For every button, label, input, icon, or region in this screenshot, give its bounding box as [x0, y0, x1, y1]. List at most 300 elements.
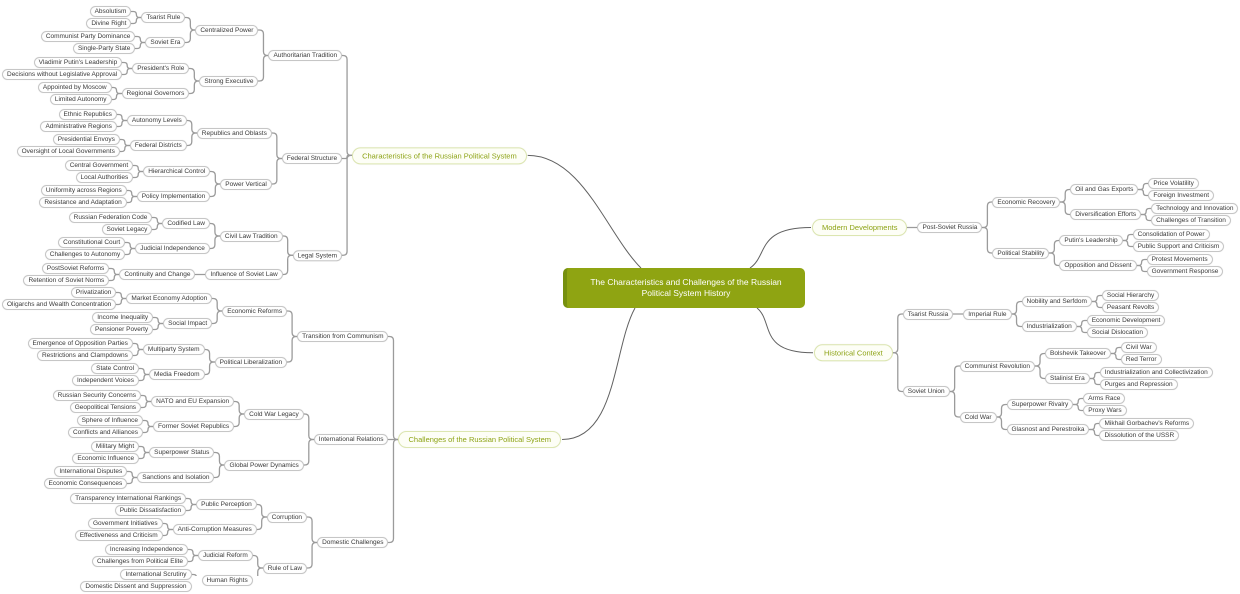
node-multiparty-system[interactable]: Multiparty System — [143, 344, 205, 355]
subtree-uniformity-across-regions — [41, 185, 127, 196]
subtree-economic-reforms — [2, 286, 287, 336]
node-public-dissatisfaction[interactable]: Public Dissatisfaction — [115, 505, 186, 516]
node-industrialization-and-collectivization[interactable]: Industrialization and Collectivization — [1100, 367, 1213, 378]
subtree-communist-party-dominance — [41, 31, 136, 42]
node-former-soviet-republics[interactable]: Former Soviet Republics — [153, 421, 234, 432]
subtree-political-stability — [992, 228, 1224, 278]
subtree-social-hierarchy — [1102, 290, 1159, 301]
node-red-terror[interactable]: Red Terror — [1121, 354, 1162, 365]
children-of-republics-and-oblasts — [17, 108, 187, 158]
branch-tree-challenges — [2, 285, 561, 594]
subtree-social-impact — [90, 312, 212, 336]
node-political-stability[interactable]: Political Stability — [992, 248, 1049, 259]
children-of-international-relations — [44, 389, 304, 491]
children-of-sanctions-and-isolation — [44, 466, 128, 490]
children-of-superpower-rivalry — [1083, 393, 1126, 417]
node-president-s-role[interactable]: President's Role — [132, 63, 189, 74]
node-anti-corruption-measures[interactable]: Anti-Corruption Measures — [173, 524, 257, 535]
node-protest-movements[interactable]: Protest Movements — [1147, 254, 1213, 265]
branch-node-characteristics-of-the-russian-political-system[interactable]: Characteristics of the Russian Political System — [352, 147, 527, 164]
node-arms-race[interactable]: Arms Race — [1083, 393, 1125, 404]
subtree-transition-from-communism — [2, 286, 388, 388]
subtree-diversification-efforts — [1070, 203, 1238, 227]
children-of-oil-and-gas-exports — [1148, 178, 1214, 202]
node-oligarchs-and-wealth-concentration[interactable]: Oligarchs and Wealth Concentration — [2, 299, 116, 310]
subtree-modern-developments — [812, 176, 1238, 279]
node-post-soviet-russia[interactable]: Post-Soviet Russia — [917, 222, 982, 233]
children-of-communist-revolution — [1045, 341, 1213, 391]
subtree-corruption — [70, 492, 307, 542]
subtree-human-rights — [80, 569, 252, 593]
children-of-authoritarian-tradition — [2, 5, 258, 107]
subtree-challenges-from-political-elite — [92, 556, 188, 567]
subtree-single-party-state — [73, 43, 135, 54]
children-of-anti-corruption-measures — [75, 518, 163, 542]
subtree-industrialization-and-collectivization — [1100, 367, 1213, 378]
node-conflicts-and-alliances[interactable]: Conflicts and Alliances — [68, 427, 143, 438]
children-of-president-s-role — [2, 57, 122, 81]
node-appointed-by-moscow[interactable]: Appointed by Moscow — [38, 82, 112, 93]
subtree-cold-war-legacy — [53, 389, 304, 439]
node-international-disputes[interactable]: International Disputes — [54, 466, 127, 477]
node-mikhail-gorbachev-s-reforms[interactable]: Mikhail Gorbachev's Reforms — [1099, 418, 1194, 429]
node-communist-revolution[interactable]: Communist Revolution — [960, 361, 1035, 372]
children-of-political-liberalization — [28, 337, 205, 387]
subtree-economic-consequences — [44, 478, 128, 489]
subtree-social-dislocation — [1087, 327, 1148, 338]
subtree-effectiveness-and-criticism — [75, 530, 163, 541]
subtree-independent-voices — [72, 375, 139, 386]
node-divine-right[interactable]: Divine Right — [86, 18, 131, 29]
subtree-decisions-without-legislative-approval — [2, 69, 122, 80]
subtree-public-dissatisfaction — [115, 505, 186, 516]
node-oil-and-gas-exports[interactable]: Oil and Gas Exports — [1070, 184, 1138, 195]
node-social-dislocation[interactable]: Social Dislocation — [1087, 327, 1148, 338]
node-civil-war[interactable]: Civil War — [1121, 342, 1157, 353]
node-international-scrutiny[interactable]: International Scrutiny — [120, 569, 191, 580]
subtree-international-disputes — [54, 466, 127, 477]
node-economic-development[interactable]: Economic Development — [1087, 315, 1166, 326]
node-absolutism[interactable]: Absolutism — [90, 6, 132, 17]
subtree-regional-governors — [38, 82, 189, 106]
node-glasnost-and-perestroika[interactable]: Glasnost and Perestroika — [1007, 424, 1090, 435]
subtree-policy-implementation — [39, 185, 210, 209]
children-of-human-rights — [80, 569, 191, 593]
subtree-presidential-envoys — [53, 134, 120, 145]
children-of-glasnost-and-perestroika — [1099, 418, 1194, 442]
children-of-codified-law — [69, 212, 153, 236]
children-of-cold-war — [1007, 392, 1195, 442]
node-opposition-and-dissent[interactable]: Opposition and Dissent — [1059, 260, 1136, 271]
children-of-global-power-dynamics — [44, 440, 215, 490]
node-russian-security-concerns[interactable]: Russian Security Concerns — [53, 390, 141, 401]
subtree-administrative-regions — [40, 121, 116, 132]
node-social-hierarchy[interactable]: Social Hierarchy — [1102, 290, 1159, 301]
node-foreign-investment[interactable]: Foreign Investment — [1148, 190, 1214, 201]
node-republics-and-oblasts[interactable]: Republics and Oblasts — [197, 128, 272, 139]
node-international-relations[interactable]: International Relations — [314, 434, 389, 445]
subtree-domestic-dissent-and-suppression — [80, 581, 191, 592]
subtree-glasnost-and-perestroika — [1007, 418, 1195, 442]
subtree-privatization — [71, 287, 116, 298]
node-nato-and-eu-expansion[interactable]: NATO and EU Expansion — [151, 396, 234, 407]
node-state-control[interactable]: State Control — [91, 363, 139, 374]
subtree-hierarchical-control — [65, 160, 211, 184]
node-domestic-dissent-and-suppression[interactable]: Domestic Dissent and Suppression — [80, 581, 191, 592]
children-of-modern-developments — [917, 176, 1238, 279]
children-of-autonomy-levels — [40, 109, 116, 133]
subtree-authoritarian-tradition — [2, 5, 342, 107]
node-oversight-of-local-governments[interactable]: Oversight of Local Governments — [17, 146, 120, 157]
subtree-soviet-legacy — [102, 224, 153, 235]
children-of-judicial-independence — [45, 237, 125, 261]
node-public-perception[interactable]: Public Perception — [196, 499, 257, 510]
node-resistance-and-adaptation[interactable]: Resistance and Adaptation — [39, 197, 126, 208]
subtree-government-initiatives — [88, 518, 163, 529]
node-economic-consequences[interactable]: Economic Consequences — [44, 478, 128, 489]
node-federal-structure[interactable]: Federal Structure — [282, 153, 342, 164]
node-proxy-wars[interactable]: Proxy Wars — [1083, 405, 1126, 416]
central-connector — [757, 308, 813, 353]
node-presidential-envoys[interactable]: Presidential Envoys — [53, 134, 120, 145]
subtree-federal-structure — [17, 108, 342, 210]
node-corruption[interactable]: Corruption — [267, 512, 307, 523]
node-challenges-from-political-elite[interactable]: Challenges from Political Elite — [92, 556, 188, 567]
subtree-civil-law-tradition — [45, 211, 283, 261]
node-autonomy-levels[interactable]: Autonomy Levels — [127, 115, 187, 126]
subtree-judicial-reform — [92, 544, 253, 568]
node-technology-and-innovation[interactable]: Technology and Innovation — [1151, 203, 1238, 214]
subtree-influence-of-soviet-law — [23, 262, 282, 287]
subtree-global-power-dynamics — [44, 440, 304, 490]
node-pensioner-poverty[interactable]: Pensioner Poverty — [90, 324, 153, 335]
subtree-industrialization — [1022, 315, 1166, 339]
subtree-stalinist-era — [1045, 367, 1213, 391]
subtree-conflicts-and-alliances — [68, 427, 143, 438]
node-strong-executive[interactable]: Strong Executive — [199, 76, 258, 87]
node-influence-of-soviet-law[interactable]: Influence of Soviet Law — [205, 269, 282, 280]
children-of-civil-law-tradition — [45, 211, 210, 261]
subtree-market-economy-adoption — [2, 287, 212, 311]
node-geopolitical-tensions[interactable]: Geopolitical Tensions — [70, 402, 141, 413]
node-uniformity-across-regions[interactable]: Uniformity across Regions — [41, 185, 127, 196]
node-independent-voices[interactable]: Independent Voices — [72, 375, 139, 386]
node-policy-implementation[interactable]: Policy Implementation — [137, 191, 211, 202]
subtree-price-volatility — [1148, 178, 1198, 189]
children-of-tsarist-rule — [86, 6, 131, 30]
node-challenges-of-transition[interactable]: Challenges of Transition — [1151, 215, 1231, 226]
children-of-judicial-reform — [92, 544, 188, 568]
node-postsoviet-reforms[interactable]: PostSoviet Reforms — [42, 263, 109, 274]
node-dissolution-of-the-ussr[interactable]: Dissolution of the USSR — [1099, 430, 1179, 441]
children-of-power-vertical — [39, 159, 210, 209]
subtree-limited-autonomy — [50, 94, 112, 105]
central-connector — [562, 308, 635, 440]
subtree-russian-federation-code — [69, 212, 153, 223]
node-superpower-rivalry[interactable]: Superpower Rivalry — [1007, 399, 1074, 410]
central-connector — [528, 155, 641, 268]
node-economic-recovery[interactable]: Economic Recovery — [992, 197, 1060, 208]
children-of-influence-of-soviet-law — [23, 262, 195, 287]
node-global-power-dynamics[interactable]: Global Power Dynamics — [224, 460, 303, 471]
children-of-economic-reforms — [2, 286, 212, 336]
children-of-federal-districts — [17, 134, 120, 158]
subtree-soviet-union — [903, 341, 1213, 443]
subtree-superpower-rivalry — [1007, 393, 1127, 417]
subtree-russian-security-concerns — [53, 390, 141, 401]
node-constitutional-court[interactable]: Constitutional Court — [58, 237, 125, 248]
children-of-public-perception — [70, 493, 186, 517]
subtree-resistance-and-adaptation — [39, 197, 126, 208]
node-judicial-independence[interactable]: Judicial Independence — [135, 243, 210, 254]
central-connector — [750, 228, 811, 269]
node-economic-influence[interactable]: Economic Influence — [72, 453, 139, 464]
subtree-sphere-of-influence — [77, 415, 143, 426]
node-industrialization[interactable]: Industrialization — [1022, 321, 1077, 332]
subtree-vladimir-putin-s-leadership — [34, 57, 123, 68]
children-of-strong-executive — [2, 56, 189, 106]
node-local-authorities[interactable]: Local Authorities — [76, 172, 134, 183]
node-tsarist-rule[interactable]: Tsarist Rule — [141, 12, 185, 23]
node-privatization[interactable]: Privatization — [71, 287, 116, 298]
subtree-opposition-and-dissent — [1059, 254, 1223, 278]
node-political-liberalization[interactable]: Political Liberalization — [215, 357, 288, 368]
subtree-government-response — [1147, 266, 1224, 277]
node-imperial-rule[interactable]: Imperial Rule — [963, 309, 1011, 320]
node-domestic-challenges[interactable]: Domestic Challenges — [317, 537, 388, 548]
children-of-industrialization — [1087, 315, 1166, 339]
subtree-appointed-by-moscow — [38, 82, 112, 93]
node-retention-of-soviet-norms[interactable]: Retention of Soviet Norms — [23, 275, 109, 286]
central-topic-node[interactable]: The Characteristics and Challenges of the Russian Political System History — [563, 268, 805, 308]
node-stalinist-era[interactable]: Stalinist Era — [1045, 373, 1090, 384]
children-of-diversification-efforts — [1151, 203, 1238, 227]
subtree-domestic-challenges — [70, 492, 388, 594]
node-vladimir-putin-s-leadership[interactable]: Vladimir Putin's Leadership — [34, 57, 123, 68]
subtree-codified-law — [69, 212, 210, 236]
node-bolshevik-takeover[interactable]: Bolshevik Takeover — [1045, 348, 1111, 359]
node-centralized-power[interactable]: Centralized Power — [195, 25, 258, 36]
node-federal-districts[interactable]: Federal Districts — [130, 140, 187, 151]
children-of-multiparty-system — [28, 338, 133, 362]
node-government-initiatives[interactable]: Government Initiatives — [88, 518, 163, 529]
children-of-political-stability — [1059, 228, 1224, 278]
node-administrative-regions[interactable]: Administrative Regions — [40, 121, 116, 132]
node-hierarchical-control[interactable]: Hierarchical Control — [143, 166, 210, 177]
subtree-oligarchs-and-wealth-concentration — [2, 299, 116, 310]
node-sanctions-and-isolation[interactable]: Sanctions and Isolation — [137, 472, 214, 483]
node-income-inequality[interactable]: Income Inequality — [92, 312, 153, 323]
children-of-hierarchical-control — [65, 160, 134, 184]
node-ethnic-republics[interactable]: Ethnic Republics — [59, 109, 117, 120]
subtree-technology-and-innovation — [1151, 203, 1238, 214]
subtree-proxy-wars — [1083, 405, 1126, 416]
subtree-challenges-to-autonomy — [45, 249, 125, 260]
node-regional-governors[interactable]: Regional Governors — [122, 88, 190, 99]
children-of-imperial-rule — [1022, 289, 1166, 339]
children-of-centralized-power — [41, 5, 186, 55]
node-single-party-state[interactable]: Single-Party State — [73, 43, 135, 54]
node-restrictions-and-clampdowns[interactable]: Restrictions and Clampdowns — [37, 350, 133, 361]
node-government-response[interactable]: Government Response — [1147, 266, 1224, 277]
branch-node-challenges-of-the-russian-political-system[interactable]: Challenges of the Russian Political System — [398, 431, 561, 448]
subtree-communist-revolution — [960, 341, 1213, 391]
node-communist-party-dominance[interactable]: Communist Party Dominance — [41, 31, 136, 42]
node-sphere-of-influence[interactable]: Sphere of Influence — [77, 415, 143, 426]
subtree-post-soviet-russia — [917, 177, 1238, 279]
children-of-superpower-status — [72, 441, 139, 465]
subtree-consolidation-of-power — [1133, 229, 1210, 240]
node-purges-and-repression[interactable]: Purges and Repression — [1100, 379, 1178, 390]
subtree-autonomy-levels — [40, 109, 186, 133]
children-of-post-soviet-russia — [992, 177, 1238, 279]
node-soviet-era[interactable]: Soviet Era — [145, 37, 185, 48]
node-transparency-international-rankings[interactable]: Transparency International Rankings — [70, 493, 186, 504]
node-authoritarian-tradition[interactable]: Authoritarian Tradition — [268, 50, 342, 61]
node-public-support-and-criticism[interactable]: Public Support and Criticism — [1133, 241, 1225, 252]
children-of-putin-s-leadership — [1133, 229, 1225, 253]
subtree-rule-of-law — [80, 543, 307, 593]
children-of-historical-context — [903, 288, 1213, 443]
node-cold-war[interactable]: Cold War — [960, 412, 997, 423]
node-consolidation-of-power[interactable]: Consolidation of Power — [1133, 229, 1210, 240]
subtree-public-perception — [70, 493, 257, 517]
subtree-historical-context — [814, 288, 1213, 443]
children-of-economic-recovery — [1070, 177, 1238, 227]
subtree-economic-recovery — [992, 177, 1238, 227]
children-of-challenges-of-the-russian-political-system — [2, 285, 388, 594]
subtree-foreign-investment — [1148, 190, 1214, 201]
node-nobility-and-serfdom[interactable]: Nobility and Serfdom — [1022, 296, 1092, 307]
children-of-nato-and-eu-expansion — [53, 390, 141, 414]
subtree-economic-influence — [72, 453, 139, 464]
subtree-legal-system — [23, 211, 342, 288]
subtree-increasing-independence — [105, 544, 188, 555]
node-judicial-reform[interactable]: Judicial Reform — [198, 550, 253, 561]
subtree-postsoviet-reforms — [42, 263, 109, 274]
subtree-protest-movements — [1147, 254, 1213, 265]
subtree-challenges-of-the-russian-political-system — [2, 285, 561, 594]
subtree-federal-districts — [17, 134, 187, 158]
subtree-tsarist-russia — [903, 289, 1166, 340]
subtree-restrictions-and-clampdowns — [37, 350, 133, 361]
node-human-rights[interactable]: Human Rights — [202, 575, 253, 586]
subtree-former-soviet-republics — [68, 415, 234, 439]
node-increasing-independence[interactable]: Increasing Independence — [105, 544, 188, 555]
node-market-economy-adoption[interactable]: Market Economy Adoption — [126, 293, 212, 304]
node-putin-s-leadership[interactable]: Putin's Leadership — [1059, 235, 1122, 246]
subtree-cold-war — [960, 392, 1195, 442]
subtree-characteristics-of-the-russian-political-system — [2, 4, 527, 288]
branch-node-historical-context[interactable]: Historical Context — [814, 344, 893, 361]
children-of-domestic-challenges — [70, 492, 307, 594]
subtree-nobility-and-serfdom — [1022, 290, 1160, 314]
node-media-freedom[interactable]: Media Freedom — [149, 369, 205, 380]
node-russian-federation-code[interactable]: Russian Federation Code — [69, 212, 153, 223]
subtree-political-liberalization — [28, 337, 288, 387]
subtree-imperial-rule — [963, 289, 1165, 339]
subtree-media-freedom — [72, 363, 205, 387]
node-soviet-union[interactable]: Soviet Union — [903, 386, 950, 397]
children-of-policy-implementation — [39, 185, 126, 209]
subtree-president-s-role — [2, 57, 189, 81]
subtree-international-scrutiny — [120, 569, 191, 580]
subtree-central-government — [65, 160, 134, 171]
node-price-volatility[interactable]: Price Volatility — [1148, 178, 1198, 189]
subtree-soviet-era — [41, 31, 186, 55]
children-of-federal-structure — [17, 108, 272, 210]
subtree-peasant-revolts — [1102, 302, 1159, 313]
node-codified-law[interactable]: Codified Law — [162, 218, 210, 229]
children-of-nobility-and-serfdom — [1102, 290, 1159, 314]
children-of-former-soviet-republics — [68, 415, 143, 439]
node-emergence-of-opposition-parties[interactable]: Emergence of Opposition Parties — [28, 338, 133, 349]
node-legal-system[interactable]: Legal System — [293, 250, 342, 261]
subtree-divine-right — [86, 18, 131, 29]
node-tsarist-russia[interactable]: Tsarist Russia — [903, 309, 953, 320]
subtree-dissolution-of-the-ussr — [1099, 430, 1179, 441]
node-economic-reforms[interactable]: Economic Reforms — [222, 306, 287, 317]
node-civil-law-tradition[interactable]: Civil Law Tradition — [220, 231, 283, 242]
subtree-absolutism — [90, 6, 132, 17]
node-transition-from-communism[interactable]: Transition from Communism — [297, 331, 388, 342]
node-limited-autonomy[interactable]: Limited Autonomy — [50, 94, 112, 105]
subtree-red-terror — [1121, 354, 1162, 365]
children-of-soviet-union — [960, 341, 1213, 443]
subtree-economic-development — [1087, 315, 1166, 326]
node-peasant-revolts[interactable]: Peasant Revolts — [1102, 302, 1159, 313]
children-of-regional-governors — [38, 82, 112, 106]
subtree-mikhail-gorbachev-s-reforms — [1099, 418, 1194, 429]
children-of-characteristics-of-the-russian-political-system — [2, 4, 342, 288]
subtree-nato-and-eu-expansion — [53, 390, 235, 414]
node-rule-of-law[interactable]: Rule of Law — [263, 563, 307, 574]
children-of-corruption — [70, 492, 257, 542]
node-military-might[interactable]: Military Might — [91, 441, 139, 452]
subtree-tsarist-rule — [86, 6, 185, 30]
node-soviet-legacy[interactable]: Soviet Legacy — [102, 224, 153, 235]
subtree-arms-race — [1083, 393, 1125, 404]
node-decisions-without-legislative-approval[interactable]: Decisions without Legislative Approval — [2, 69, 122, 80]
node-continuity-and-change[interactable]: Continuity and Change — [119, 269, 195, 280]
children-of-tsarist-russia — [963, 289, 1165, 340]
subtree-putin-s-leadership — [1059, 229, 1224, 253]
subtree-purges-and-repression — [1100, 379, 1178, 390]
subtree-local-authorities — [76, 172, 134, 183]
node-central-government[interactable]: Central Government — [65, 160, 134, 171]
subtree-oil-and-gas-exports — [1070, 178, 1214, 202]
subtree-emergence-of-opposition-parties — [28, 338, 133, 349]
children-of-social-impact — [90, 312, 153, 336]
subtree-pensioner-poverty — [90, 324, 153, 335]
subtree-republics-and-oblasts — [17, 108, 272, 158]
node-social-impact[interactable]: Social Impact — [163, 318, 212, 329]
node-cold-war-legacy[interactable]: Cold War Legacy — [244, 409, 304, 420]
branch-tree-modern-developments — [812, 176, 1238, 279]
node-challenges-to-autonomy[interactable]: Challenges to Autonomy — [45, 249, 125, 260]
subtree-state-control — [91, 363, 139, 374]
node-effectiveness-and-criticism[interactable]: Effectiveness and Criticism — [75, 530, 163, 541]
subtree-military-might — [91, 441, 139, 452]
node-diversification-efforts[interactable]: Diversification Efforts — [1070, 209, 1141, 220]
subtree-power-vertical — [39, 159, 271, 209]
subtree-challenges-of-transition — [1151, 215, 1231, 226]
children-of-transition-from-communism — [2, 286, 287, 388]
subtree-multiparty-system — [28, 338, 205, 362]
node-power-vertical[interactable]: Power Vertical — [220, 179, 272, 190]
node-superpower-status[interactable]: Superpower Status — [149, 447, 214, 458]
branch-node-modern-developments[interactable]: Modern Developments — [812, 219, 907, 236]
